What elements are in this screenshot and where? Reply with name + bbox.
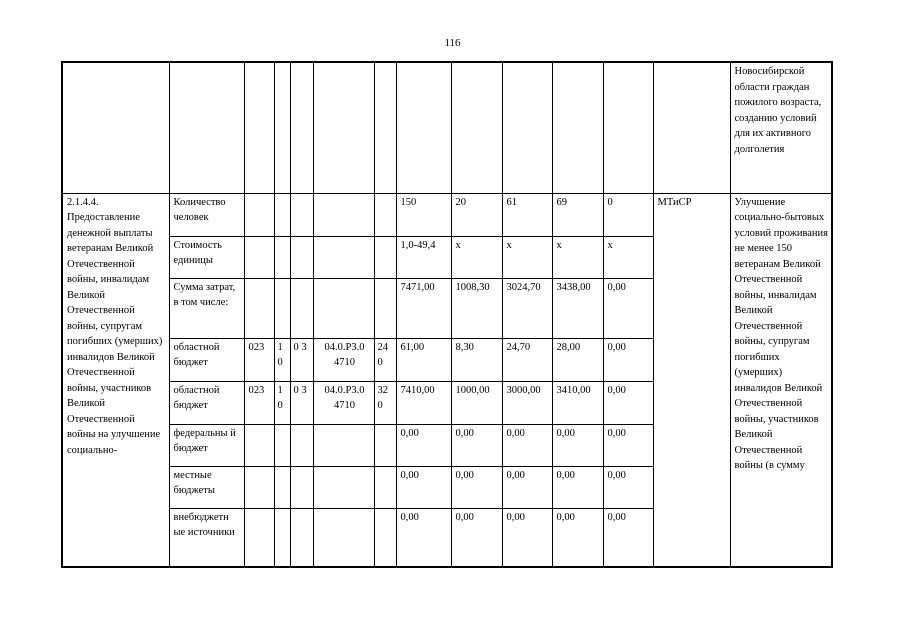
cell-empty bbox=[274, 62, 290, 193]
pr-cell bbox=[290, 236, 313, 278]
year4-cell: 0,00 bbox=[603, 466, 653, 508]
year1-cell: 20 bbox=[451, 193, 502, 236]
cell-empty bbox=[603, 62, 653, 193]
year1-cell: 0,00 bbox=[451, 466, 502, 508]
year2-cell: 61 bbox=[502, 193, 552, 236]
pr-cell: 0 3 bbox=[290, 338, 313, 381]
year2-cell: х bbox=[502, 236, 552, 278]
indicator-cell: областной бюджет bbox=[169, 338, 244, 381]
cell-empty bbox=[502, 62, 552, 193]
year2-cell: 0,00 bbox=[502, 466, 552, 508]
csr-cell bbox=[313, 278, 374, 338]
csr-cell bbox=[313, 236, 374, 278]
cell-empty bbox=[451, 62, 502, 193]
year4-cell: 0 bbox=[603, 193, 653, 236]
rz-cell bbox=[274, 466, 290, 508]
indicator-cell: внебюджетн ые источники bbox=[169, 508, 244, 567]
vr-cell bbox=[374, 466, 396, 508]
measure-name-cell: 2.1.4.4. Предоставление денежной выплаты ветеранам Великой Отечественной войны, инвалидам Великой Отечественной войны, супругам погибших (умерших) инвалидов Великой Отечественной войны, участников Великой Отечественной войны на улучшение социально- bbox=[62, 193, 169, 567]
year3-cell: 69 bbox=[552, 193, 603, 236]
csr-cell: 04.0.Р3.0 4710 bbox=[313, 381, 374, 424]
result-cell-top: Новосибирской области граждан пожилого возраста, созданию условий для их активного долголетия bbox=[730, 62, 832, 193]
rz-cell bbox=[274, 424, 290, 466]
vr-cell: 32 0 bbox=[374, 381, 396, 424]
cell-empty bbox=[62, 62, 169, 193]
year3-cell: 0,00 bbox=[552, 424, 603, 466]
year1-cell: 0,00 bbox=[451, 424, 502, 466]
cell-empty bbox=[290, 62, 313, 193]
total-cell: 61,00 bbox=[396, 338, 451, 381]
pr-cell: 0 3 bbox=[290, 381, 313, 424]
year2-cell: 3000,00 bbox=[502, 381, 552, 424]
grbs-cell bbox=[244, 424, 274, 466]
csr-cell: 04.0.Р3.0 4710 bbox=[313, 338, 374, 381]
year3-cell: х bbox=[552, 236, 603, 278]
cell-empty bbox=[552, 62, 603, 193]
executor-cell: МТиСР bbox=[653, 193, 730, 567]
page-number: 116 bbox=[444, 37, 461, 49]
pr-cell bbox=[290, 278, 313, 338]
rz-cell bbox=[274, 508, 290, 567]
csr-cell bbox=[313, 193, 374, 236]
rz-cell: 1 0 bbox=[274, 381, 290, 424]
year4-cell: 0,00 bbox=[603, 381, 653, 424]
rz-cell bbox=[274, 236, 290, 278]
year3-cell: 0,00 bbox=[552, 508, 603, 567]
year1-cell: 0,00 bbox=[451, 508, 502, 567]
rz-cell: 1 0 bbox=[274, 338, 290, 381]
year4-cell: х bbox=[603, 236, 653, 278]
table-row bbox=[62, 62, 832, 193]
indicator-cell: Сумма затрат, в том числе: bbox=[169, 278, 244, 338]
indicator-cell: областной бюджет bbox=[169, 381, 244, 424]
year3-cell: 0,00 bbox=[552, 466, 603, 508]
year4-cell: 0,00 bbox=[603, 338, 653, 381]
grbs-cell bbox=[244, 508, 274, 567]
total-cell: 0,00 bbox=[396, 508, 451, 567]
grbs-cell: 023 bbox=[244, 338, 274, 381]
grbs-cell: 023 bbox=[244, 381, 274, 424]
indicator-cell: Количество человек bbox=[169, 193, 244, 236]
year3-cell: 28,00 bbox=[552, 338, 603, 381]
table-body bbox=[62, 62, 832, 567]
grbs-cell bbox=[244, 193, 274, 236]
year4-cell: 0,00 bbox=[603, 424, 653, 466]
year1-cell: 1000,00 bbox=[451, 381, 502, 424]
year2-cell: 24,70 bbox=[502, 338, 552, 381]
pr-cell bbox=[290, 508, 313, 567]
cell-empty bbox=[396, 62, 451, 193]
rz-cell bbox=[274, 193, 290, 236]
total-cell: 7410,00 bbox=[396, 381, 451, 424]
year2-cell: 0,00 bbox=[502, 424, 552, 466]
table-row bbox=[62, 193, 832, 236]
vr-cell bbox=[374, 508, 396, 567]
year4-cell: 0,00 bbox=[603, 508, 653, 567]
program-table bbox=[61, 61, 833, 568]
year4-cell: 0,00 bbox=[603, 278, 653, 338]
vr-cell bbox=[374, 278, 396, 338]
rz-cell bbox=[274, 278, 290, 338]
total-cell: 1,0-49,4 bbox=[396, 236, 451, 278]
csr-cell bbox=[313, 424, 374, 466]
year3-cell: 3438,00 bbox=[552, 278, 603, 338]
year2-cell: 3024,70 bbox=[502, 278, 552, 338]
grbs-cell bbox=[244, 236, 274, 278]
total-cell: 0,00 bbox=[396, 424, 451, 466]
year3-cell: 3410,00 bbox=[552, 381, 603, 424]
total-cell: 0,00 bbox=[396, 466, 451, 508]
csr-cell bbox=[313, 466, 374, 508]
indicator-cell: местные бюджеты bbox=[169, 466, 244, 508]
year2-cell: 0,00 bbox=[502, 508, 552, 567]
total-cell: 150 bbox=[396, 193, 451, 236]
grbs-cell bbox=[244, 466, 274, 508]
cell-empty bbox=[169, 62, 244, 193]
vr-cell bbox=[374, 424, 396, 466]
cell-empty bbox=[313, 62, 374, 193]
cell-empty bbox=[653, 62, 730, 193]
pr-cell bbox=[290, 193, 313, 236]
total-cell: 7471,00 bbox=[396, 278, 451, 338]
result-cell: Улучшение социально-бытовых условий проживания не менее 150 ветеранам Великой Отечественной войны, инвалидам Великой Отечественной войны, супругам погибших (умерших) инвалидов Великой Отечественной войны, участников Великой Отечественной войны (в сумму bbox=[730, 193, 832, 567]
csr-cell bbox=[313, 508, 374, 567]
year1-cell: х bbox=[451, 236, 502, 278]
pr-cell bbox=[290, 424, 313, 466]
grbs-cell bbox=[244, 278, 274, 338]
indicator-cell: федеральны й бюджет bbox=[169, 424, 244, 466]
year1-cell: 1008,30 bbox=[451, 278, 502, 338]
vr-cell bbox=[374, 236, 396, 278]
year1-cell: 8,30 bbox=[451, 338, 502, 381]
vr-cell: 24 0 bbox=[374, 338, 396, 381]
vr-cell bbox=[374, 193, 396, 236]
pr-cell bbox=[290, 466, 313, 508]
indicator-cell: Стоимость единицы bbox=[169, 236, 244, 278]
cell-empty bbox=[374, 62, 396, 193]
cell-empty bbox=[244, 62, 274, 193]
